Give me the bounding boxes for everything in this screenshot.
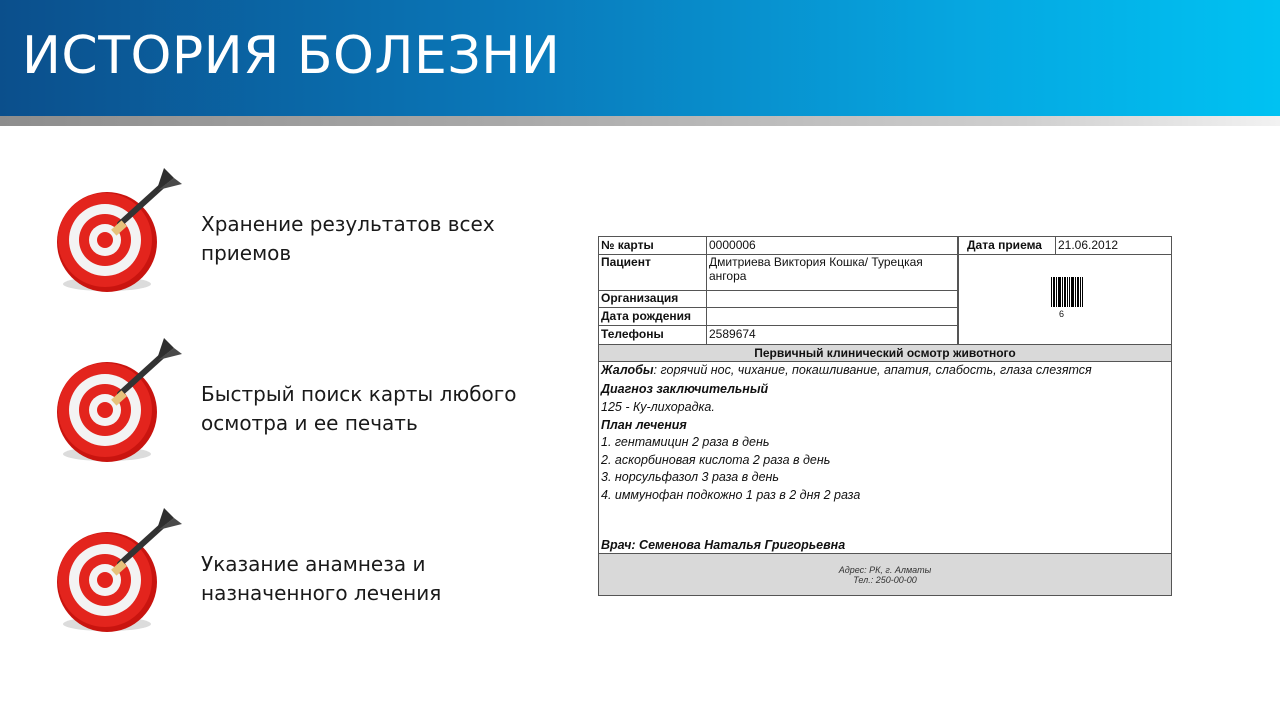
feature-text (201, 380, 541, 438)
plan-item: 2. аскорбиновая кислота 2 раза в день (601, 453, 831, 467)
feature-text (201, 210, 541, 268)
card-number-label: № карты (599, 237, 707, 255)
phones-value: 2589674 (707, 326, 958, 344)
barcode-number: 6 (1059, 309, 1065, 319)
feature-line: Указание анамнеза и (201, 552, 426, 576)
feature-line: Быстрый поиск карты любого (201, 382, 517, 406)
visit-date-value: 21.06.2012 (1056, 237, 1171, 255)
plan-item: 1. гентамицин 2 раза в день (601, 435, 770, 449)
doctor-line: Врач: Семенова Наталья Григорьевна (601, 538, 846, 552)
complaints-value: : горячий нос, чихание, покашливание, апатия, слабость, глаза слезятся (653, 363, 1092, 377)
phones-label: Телефоны (599, 326, 707, 344)
feature-line: приемов (201, 241, 292, 265)
page-title: ИСТОРИЯ БОЛЕЗНИ (22, 26, 561, 86)
feature-item (52, 166, 612, 306)
organization-label: Организация (599, 291, 707, 308)
diagnosis-value: 125 - Ку-лихорадка. (601, 400, 715, 414)
target-icon (52, 506, 187, 641)
address-text: Адрес: РК, г. Алматы (838, 565, 932, 575)
feature-text (201, 550, 541, 608)
feature-line: Хранение результатов всех (201, 212, 495, 236)
target-icon (52, 166, 187, 301)
card-number-value: 0000006 (707, 237, 958, 255)
visit-date-label: Дата приема (958, 237, 1056, 255)
feature-item (52, 336, 612, 476)
card-footer (599, 553, 1171, 595)
target-icon (52, 336, 187, 471)
patient-label: Пациент (599, 255, 707, 291)
feature-item (52, 506, 612, 646)
feature-line: назначенного лечения (201, 581, 442, 605)
birth-date-label: Дата рождения (599, 308, 707, 326)
feature-line: осмотра и ее печать (201, 411, 418, 435)
treatment-plan-label: План лечения (601, 418, 687, 432)
plan-item: 4. иммунофан подкожно 1 раз в 2 дня 2 раза (601, 488, 861, 502)
plan-item: 3. норсульфазол 3 раза в день (601, 470, 779, 484)
section-title: Первичный клинический осмотр животного (599, 344, 1171, 362)
complaints-label: Жалобы (601, 363, 654, 377)
phone-text: Тел.: 250-00-00 (853, 575, 917, 585)
complaints-line (601, 363, 1092, 377)
patient-value: Дмитриева Виктория Кошка/ Турецкая ангора (707, 255, 958, 291)
medical-record-card (598, 236, 1172, 596)
divider (958, 255, 959, 344)
barcode-icon (1051, 277, 1083, 307)
organization-value (707, 291, 958, 308)
birth-date-value (707, 308, 958, 326)
header-divider (0, 116, 1280, 126)
diagnosis-label: Диагноз заключительный (601, 382, 769, 396)
header-banner (0, 0, 1280, 116)
